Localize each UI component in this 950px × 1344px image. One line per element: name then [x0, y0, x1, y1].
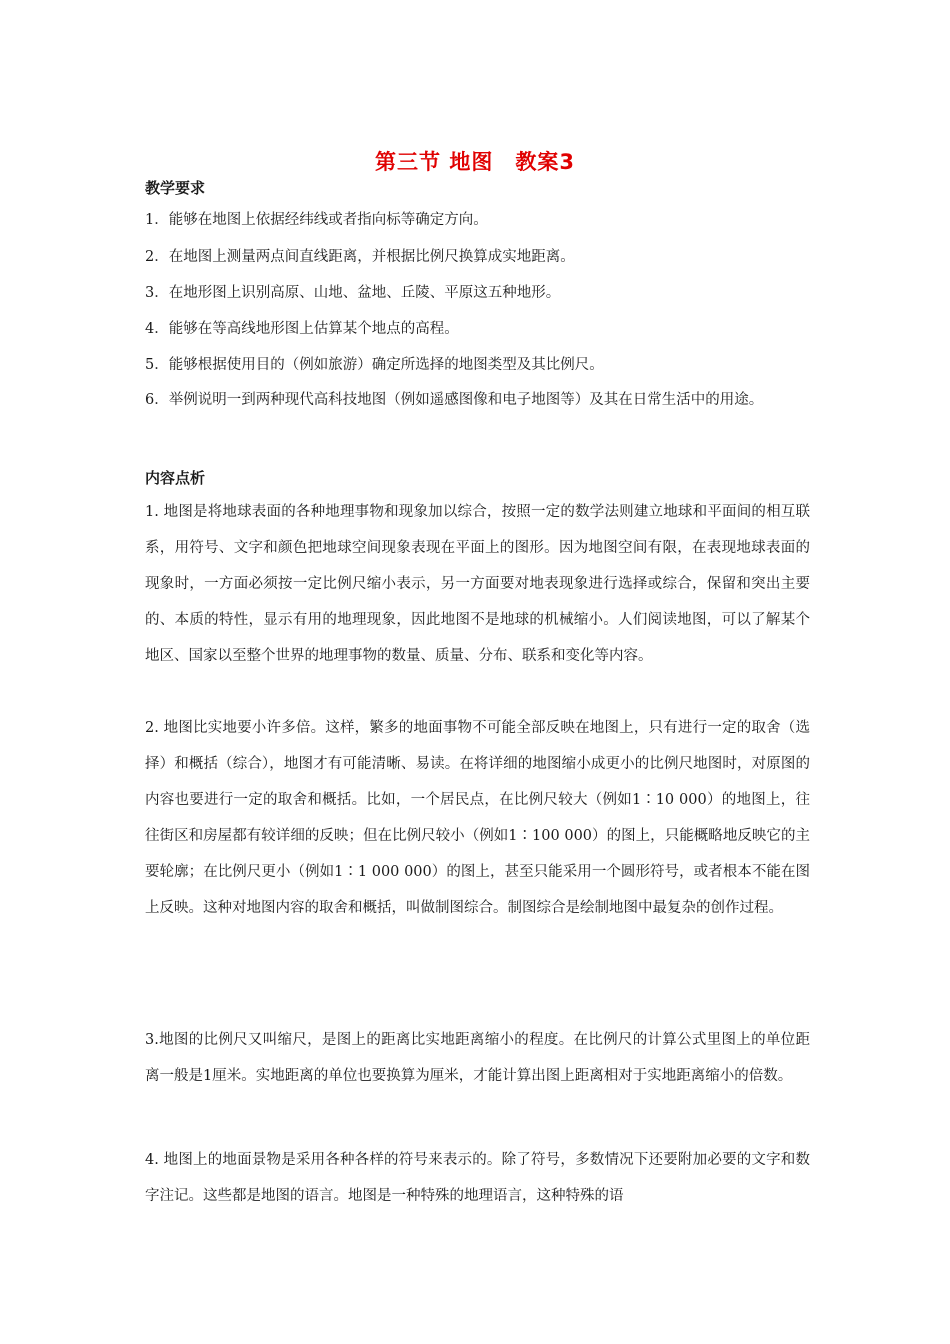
requirement-item-1: 1．能够在地图上依据经纬线或者指向标等确定方向。 — [145, 212, 488, 228]
analysis-paragraph-2: 2. 地图比实地要小许多倍。这样，繁多的地面事物不可能全部反映在地图上，只有进行一定的取舍（选择）和概括（综合），地图才有可能清晰、易读。在将详细的地图缩小成更小的比例尺地图时，对原图的内容也要进行一定的取舍和概括。比如，一个居民点，在比例尺较大（例如1∶10 000）的地图上，往往街区和房屋都有较详细的反映；但在比例尺较小（例如1∶100 000）的图上，只能概略地反映它的主要轮廓；在比例尺更小（例如1∶1 000 000）的图上，甚至只能采用一个圆形符号，或者根本不能在图上反映。这种对地图内容的取舍和概括，叫做制图综合。制图综合是绘制地图中最复杂的创作过程。 — [145, 720, 810, 916]
analysis-paragraph-4: 4. 地图上的地面景物是采用各种各样的符号来表示的。除了符号，多数情况下还要附加必要的文字和数字注记。这些都是地图的语言。地图是一种特殊的地理语言，这种特殊的语 — [145, 1152, 810, 1204]
document-title: 第三节 地图 教案3 — [375, 150, 575, 174]
requirement-item-3: 3．在地形图上识别高原、山地、盆地、丘陵、平原这五种地形。 — [145, 285, 561, 301]
section-heading-analysis: 内容点析 — [145, 469, 206, 487]
analysis-paragraph-3: 3.地图的比例尺又叫缩尺，是图上的距离比实地距离缩小的程度。在比例尺的计算公式里图上的单位距离一般是1厘米。实地距离的单位也要换算为厘米，才能计算出图上距离相对于实地距离缩小的倍数。 — [145, 1032, 810, 1084]
requirement-item-6: 6．举例说明一到两种现代高科技地图（例如遥感图像和电子地图等）及其在日常生活中的用途。 — [145, 392, 764, 408]
section-heading-requirements: 教学要求 — [145, 179, 206, 197]
requirement-item-4: 4．能够在等高线地形图上估算某个地点的高程。 — [145, 321, 459, 337]
requirement-item-5: 5．能够根据使用目的（例如旅游）确定所选择的地图类型及其比例尺。 — [145, 357, 604, 373]
analysis-paragraph-1: 1. 地图是将地球表面的各种地理事物和现象加以综合，按照一定的数学法则建立地球和平面间的相互联系，用符号、文字和颜色把地球空间现象表现在平面上的图形。因为地图空间有限，在表现地球表面的现象时，一方面必须按一定比例尺缩小表示，另一方面要对地表现象进行选择或综合，保留和突出主要的、本质的特性，显示有用的地理现象，因此地图不是地球的机械缩小。人们阅读地图，可以了解某个地区、国家以至整个世界的地理事物的数量、质量、分布、联系和变化等内容。 — [145, 504, 810, 664]
requirement-item-2: 2．在地图上测量两点间直线距离，并根据比例尺换算成实地距离。 — [145, 249, 575, 265]
